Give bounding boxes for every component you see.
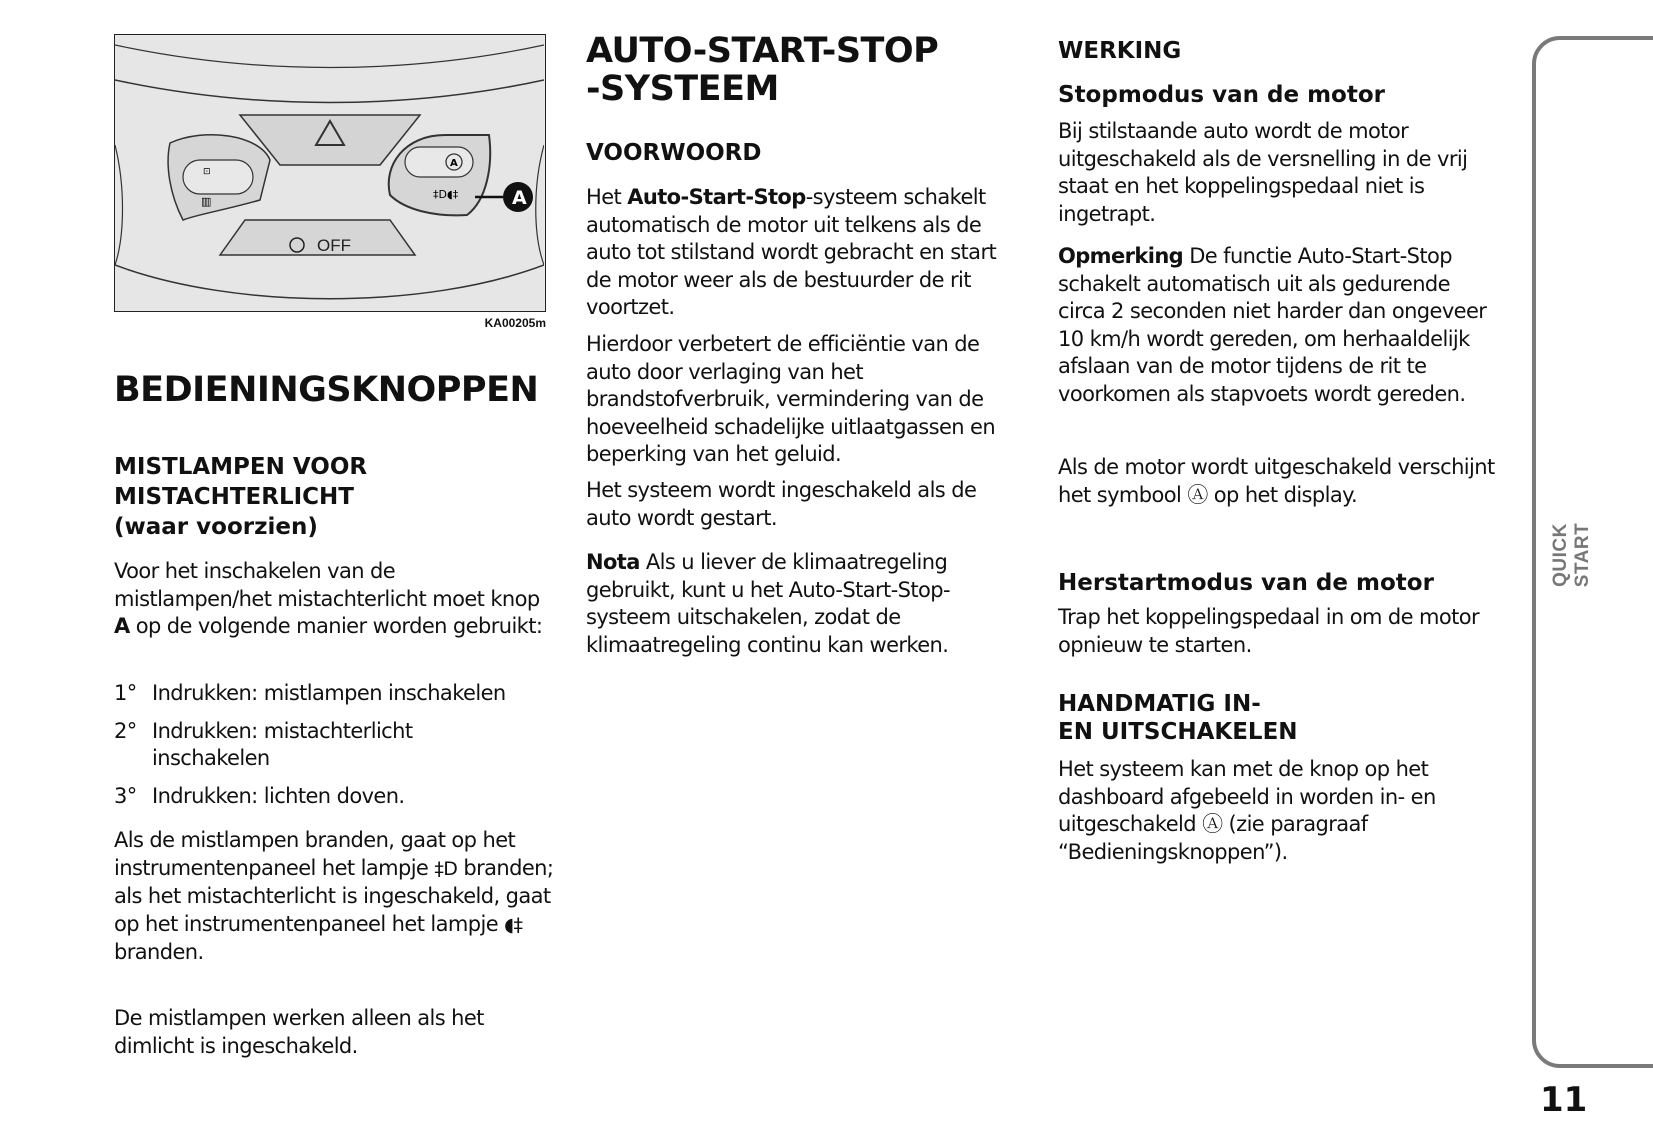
symbool-paragraph: Als de motor wordt uitgeschakeld verschijnt het symbool Ⓐ op het display. <box>1058 455 1495 507</box>
mistlampen-paragraph: Als de mistlampen branden, gaat op het instrumentenpaneel het lampje ‡D branden; als het mistachterlicht is ingeschakeld, gaat op het instrumentenpaneel het lampje ◖‡ branden. <box>114 828 554 964</box>
off-label: OFF <box>317 236 351 255</box>
handmatig-heading: HANDMATIG IN- EN UITSCHAKELEN <box>1058 691 1298 745</box>
voorwoord-paragraph-3: Het systeem wordt ingeschakeld als de auto wordt gestart. <box>586 478 977 530</box>
list-item: 1° Indrukken: mistlampen inschakelen <box>114 681 506 705</box>
mistlampen-heading-line2: MISTACHTERLICHT <box>114 484 354 510</box>
auto-start-stop-icon: Ⓐ <box>1187 482 1208 507</box>
werking-heading: WERKING <box>1058 38 1182 64</box>
voorwoord-paragraph-1: Het Auto-Start-Stop-systeem schakelt automatisch de motor uit telkens als de auto tot stilstand wordt gebracht en start de motor weer als de bestuurder de rit voortzet. <box>586 185 997 319</box>
auto-start-stop-icon: Ⓐ <box>1202 812 1223 836</box>
mistlampen-intro: Voor het inschakelen van de mistlampen/het mistachterlicht moet knop A op de volgende manier worden gebruikt: <box>114 559 543 638</box>
windscreen-defrost-icon: ⊡ <box>203 167 211 177</box>
voorwoord-heading: VOORWOORD <box>586 140 762 166</box>
dashboard-figure <box>114 34 546 312</box>
herstartmodus-paragraph: Trap het koppelingspedaal in om de motor opnieuw te starten. <box>1058 605 1480 657</box>
title-auto-start-stop: AUTO-START-STOP -SYSTEEM <box>586 31 939 109</box>
list-item: 3° Indrukken: lichten doven. <box>114 783 405 808</box>
steps-list <box>114 680 554 810</box>
nota-paragraph: Nota Als u liever de klimaatregeling gebruikt, kunt u het Auto-Start-Stop-systeem uitschakelen, zodat de klimaatregeling continu kan werken. <box>586 550 950 657</box>
stopmodus-paragraph: Bij stilstaande auto wordt de motor uitgeschakeld als de versnelling in de vrij staat en het koppelingspedaal niet is ingetrapt. <box>1058 119 1468 226</box>
rear-defrost-icon: ▥ <box>201 195 212 208</box>
fog-light-icon: ‡D◖‡ <box>433 188 459 201</box>
stopmodus-heading: Stopmodus van de motor <box>1058 82 1385 108</box>
svg-text:A: A <box>450 158 458 169</box>
quick-start-tab-label: QUICK START <box>1550 522 1593 588</box>
mistlampen-heading-line1: MISTLAMPEN VOOR <box>114 454 368 480</box>
mistlampen-heading-note: (waar voorzien) <box>114 514 318 540</box>
herstartmodus-heading: Herstartmodus van de motor <box>1058 570 1434 596</box>
rear-fog-light-icon: ◖‡ <box>504 913 523 936</box>
front-fog-light-icon: ‡D <box>434 857 458 880</box>
voorwoord-paragraph-2: Hierdoor verbetert de efficiëntie van de auto door verlaging van het brandstofverbruik, vermindering van de hoeveelheid schadelijke uitlaatgassen en beperking van het geluid. <box>586 332 996 466</box>
mistlampen-heading <box>114 452 554 542</box>
svg-text:A: A <box>512 187 527 209</box>
list-item: 2° Indrukken: mistachterlicht inschakelen <box>114 718 413 770</box>
opmerking-paragraph: Opmerking De functie Auto-Start-Stop schakelt automatisch uit als gedurende circa 2 seconden niet harder dan ongeveer 10 km/h wordt gereden, om herhaaldelijk afslaan van de motor tijdens de rit te voorkomen als stapvoets wordt gereden. <box>1058 244 1487 406</box>
dimlicht-paragraph: De mistlampen werken alleen als het dimlicht is ingeschakeld. <box>114 1006 484 1058</box>
dashboard-illustration <box>115 35 544 310</box>
handmatig-paragraph: Het systeem kan met de knop op het dashboard afgebeeld in worden in- en uitgeschakeld Ⓐ (zie paragraaf “Bedieningsknoppen”). <box>1058 757 1436 864</box>
title-bedieningsknoppen: BEDIENINGSKNOPPEN <box>114 370 539 410</box>
figure-code: KA00205m <box>484 316 546 330</box>
page-number: 11 <box>1540 1080 1588 1120</box>
